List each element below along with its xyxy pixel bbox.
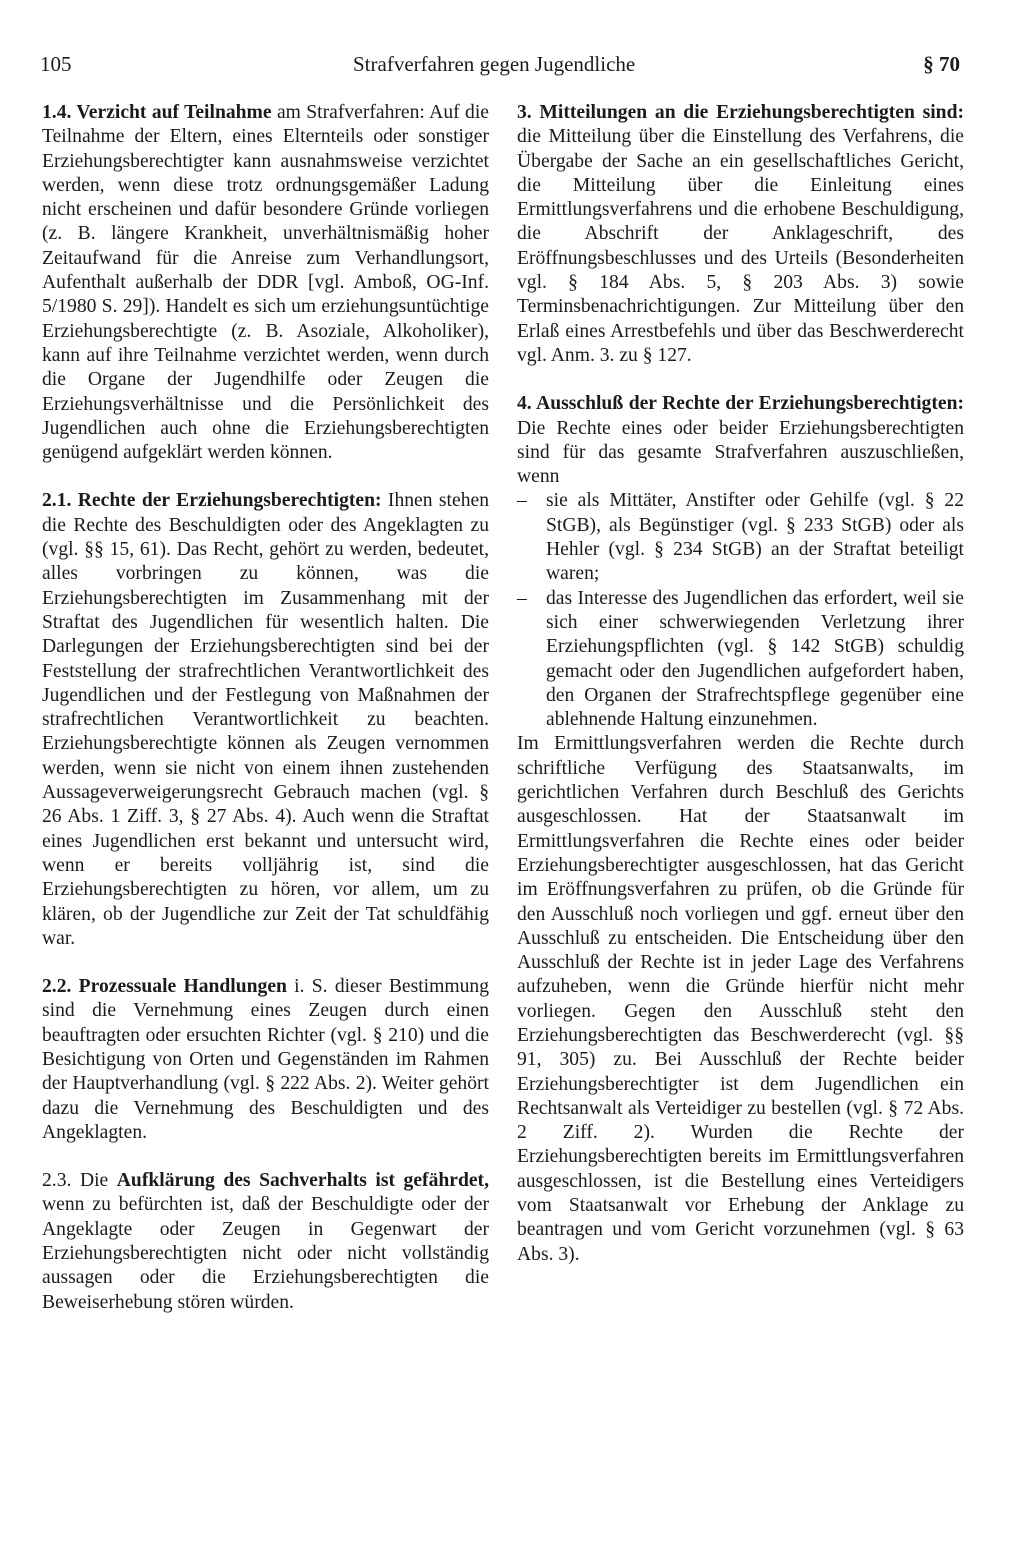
paragraph-text: i. S. dieser Bestimmung sind die Vernehmung eines Zeugen durch einen beauftragten oder ersuchten Richter (vgl. § 210) und die Besichtigung von Orten und Gegenständen im Rahmen der Hauptverhandlung (vgl. § 222 Abs. 2). Weiter gehört dazu die Vernehmung des Beschuldigten und des Angeklagten. [42, 976, 489, 1143]
paragraph-1-4 [42, 101, 489, 465]
list-item-text: das Interesse des Jugendlichen das erfordert, weil sie sich einer schwerwiegenden Verletzung ihrer Erziehungspflichten (vgl. § 142 StGB) schuldig gemacht oder den Jugendlichen aufgefordert haben, den Organen der Strafrechtspflege gegenüber eine ablehnende Haltung einzunehmen. [546, 587, 964, 731]
paragraph-2-2 [42, 975, 489, 1145]
running-title: Strafverfahren gegen Jugendliche [353, 52, 636, 76]
list-item [517, 489, 964, 586]
closing-paragraph: Im Ermittlungsverfahren werden die Rechte durch schriftliche Verfügung des Staatsanwalts, im gerichtlichen Verfahren durch Beschluß des Gerichts ausgeschlossen. Hat der Staatsanwalt im Ermittlungsverfahren die Rechte eines oder beider Erziehungsberechtigter ausgeschlossen, hat das Gericht im Eröffnungsverfahren zu prüfen, ob die Gründe für den Ausschluß noch vorliegen und ggf. erneut über den Ausschluß zu entscheiden. Die Entscheidung über den Ausschluß der Rechte ist in jeder Lage des Verfahrens aufzuheben, wenn die Gründe hierfür nicht mehr vorliegen. Gegen den Ausschluß steht den Erziehungsberechtigten das Beschwerderecht (vgl. §§ 91, 305) zu. Bei Ausschluß der Rechte beider Erziehungsberechtigter ist dem Jugendlichen ein Rechtsanwalt als Verteidiger zu bestellen (vgl. § 72 Abs. 2 Ziff. 2). Wurden die Rechte der Erziehungsberechtigten bereits im Ermittlungsverfahren ausgeschlossen, ist die Bestellung eines Verteidigers vom Staatsanwalt vor Erhebung der Anklage zu beantragen und vom Gericht vorzunehmen (vgl. § 63 Abs. 3). [517, 733, 964, 1265]
page-number: 105 [40, 52, 72, 76]
paragraph-heading: 3. Mitteilungen an die Erziehungsberechtigten sind: [517, 102, 964, 123]
paragraph-heading: 1.4. Verzicht auf Teilnahme [42, 102, 272, 123]
list-item [517, 587, 964, 733]
paragraph-3 [517, 101, 964, 368]
page-header [40, 52, 960, 86]
paragraph-text: am Strafverfahren: Auf die Teilnahme der Eltern, eines Elternteils oder sonstiger Erziehungsberechtigter kann ausnahmsweise verzichtet werden, wenn diese trotz ordnungsgemäßer Ladung nicht erscheinen und dafür besondere Gründe vorliegen (z. B. längere Krankheit, unverhältnismäßig hoher Zeitaufwand für die Anreise zum Verhandlungsort, Aufenthalt außerhalb der DDR [vgl. Amboß, OG-Inf. 5/1980 S. 29]). Handelt es sich um erziehungsuntüchtige Erziehungsberechtigte (z. B. Asoziale, Alkoholiker), kann auf ihre Teilnahme verzichtet werden, wenn durch die Organe der Jugendhilfe oder Zeugen die Erziehungsverhältnisse und die Persönlichkeit des Jugendlichen auch ohne die Erziehungsberechtigten genügend aufgeklärt werden können. [42, 102, 489, 464]
left-column [42, 101, 489, 1315]
paragraph-text: Ihnen stehen die Rechte des Beschuldigten oder des Angeklagten zu (vgl. §§ 15, 61). Das Recht, gehört zu werden, bedeutet, alles vorbringen zu können, was die Erziehungsberechtigten im Zusammenhang mit der Straftat des Jugendlichen für wesentlich halten. Die Darlegungen der Erziehungsberechtigten sind bei der Feststellung der strafrechtlichen Verantwortlichkeit des Jugendlichen und der Festlegung von Maßnahmen der strafrechtlichen Verantwortlichkeit zu beachten. Erziehungsberechtigte können als Zeugen vernommen werden, wenn sie nicht von einem ihnen zustehenden Aussageverweigerungsrecht Gebrauch machen (vgl. § 26 Abs. 1 Ziff. 3, § 27 Abs. 4). Auch wenn die Straftat eines Jugendlichen erst bekannt und untersucht wird, wenn er bereits volljährig ist, sind die Erziehungsberechtigten zu hören, vor allem, um zu klären, ob der Jugendliche zur Zeit der Tat schuldfähig war. [42, 490, 489, 949]
exclusion-list [517, 489, 964, 732]
paragraph-heading: 4. Ausschluß der Rechte der Erziehungsberechtigten: [517, 393, 964, 415]
dash-bullet: – [517, 587, 527, 609]
paragraph-text: wenn zu befürchten ist, daß der Beschuldigte oder der Angeklagte oder Zeugen in Gegenwart der Erziehungsberechtigten nicht oder nicht vollständig aussagen oder die Erziehungsberechtigten die Beweiserhebung stören würden. [42, 1194, 489, 1313]
paragraph-text: Die Rechte eines oder beider Erziehungsberechtigten sind für das gesamte Strafverfahren auszuschließen, wenn [517, 417, 964, 488]
paragraph-4 [517, 392, 964, 489]
paragraph-prefix: 2.3. Die [42, 1170, 117, 1192]
section-number: § 70 [923, 52, 960, 76]
paragraph-heading: 2.2. Prozessuale Handlungen [42, 976, 287, 998]
paragraph-2-1 [42, 489, 489, 951]
paragraph-heading: 2.1. Rechte der Erziehungsberechtigten: [42, 490, 382, 512]
paragraph-text: die Mitteilung über die Einstellung des Verfahrens, die Übergabe der Sache an ein gesellschaftliches Gericht, die Mitteilung über die Einleitung eines Ermittlungsverfahrens und die erhobene Beschuldigung, die Abschrift der Anklageschrift, des Eröffnungsbeschlusses und des Urteils (Besonderheiten vgl. § 184 Abs. 5, § 203 Abs. 3) sowie Terminsbenachrichtigungen. Zur Mitteilung über den Erlaß eines Arrestbefehls und über das Beschwerderecht vgl. Anm. 3. zu § 127. [517, 126, 964, 366]
list-item-text: sie als Mittäter, Anstifter oder Gehilfe (vgl. § 22 StGB), als Begünstiger (vgl. § 233 StGB) oder als Hehler (vgl. § 234 StGB) an der Straftat beteiligt waren; [546, 490, 964, 585]
right-column [517, 101, 964, 1267]
paragraph-heading: Aufklärung des Sachverhalts ist gefährdet, [116, 1170, 489, 1192]
paragraph-2-3 [42, 1169, 489, 1315]
dash-bullet: – [517, 490, 527, 512]
